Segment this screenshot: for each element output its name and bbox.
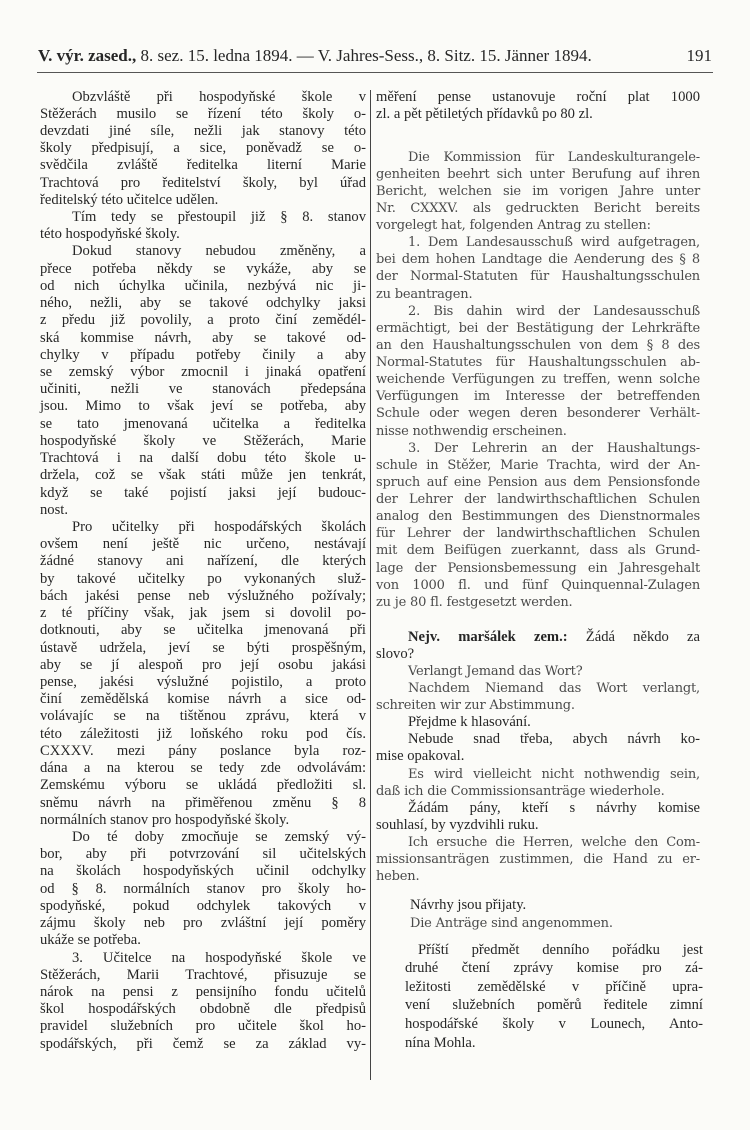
text-line: školy předpisují, a sice, poněvadž se o- xyxy=(40,140,366,157)
text-line: devzdati jiné síle, nežli jak stanovy této xyxy=(40,122,366,139)
text-line: nárok na pensi z pensijního fondu učitelů xyxy=(40,983,366,1000)
text-line: souhlasí, by vyzdvihli ruku. xyxy=(376,817,539,834)
text-line: heben. xyxy=(376,869,420,885)
text-line: činí zemědělská komise návrh a sice od- xyxy=(40,691,366,708)
text-line: spodyňské, pokud odchylek takových v xyxy=(40,897,366,914)
text-line: Přejdme k hlasování. xyxy=(408,714,531,731)
text-line: Trachtová i na další dobu této škole u- xyxy=(40,450,366,467)
text-line: weichende Verfügungen zu treffen, wenn solche xyxy=(376,372,700,388)
text-line: ovšem není ještě nic určeno, nestávají xyxy=(40,536,366,553)
text-line: aby se jí alespoň pro její osobu jakási xyxy=(40,656,366,673)
header-rule xyxy=(37,72,713,73)
text-line: Es wird vielleicht nicht nothwendig sein, xyxy=(408,766,700,782)
text-line: Normal-Statutes für Haushaltungsschulen ab- xyxy=(376,355,700,371)
text-line: se zemský výbor zmocnil i jinaká opatření xyxy=(40,364,366,381)
text-line: Bericht, welchen sie im vorigen Jahre unter xyxy=(376,183,700,199)
text-line: z předu již povolily, a proto činí zemědél- xyxy=(40,312,366,329)
text-line: zájmu školy neb pro zvláštní její poměry xyxy=(40,915,366,932)
text-line: se tato jmenovaná učitelka a ředitelka xyxy=(40,415,366,432)
text-line: volávajíc se na tištěnou zprávu, která v xyxy=(40,708,366,725)
column-divider xyxy=(370,90,371,1080)
text-line: bách jakési pense neb výslužného požívaly; xyxy=(40,587,366,604)
text-line: pense, jakési výslužné pojistilo, a proto xyxy=(40,673,366,690)
text-line: měření pense ustanovuje roční plat 1000 xyxy=(376,88,700,105)
text-line: Návrhy jsou přijaty. xyxy=(410,896,527,913)
text-line: hospodyňské školy ve Stěžerách, Marie xyxy=(40,432,366,449)
text-line: škol hospodářských obdobně dle předpisů xyxy=(40,1001,366,1018)
text-line: Nachdem Niemand das Wort verlangt, xyxy=(408,680,700,696)
text-line: dána a na kterou se tedy zde odvolávám: xyxy=(40,760,366,777)
text-line: Příští předmět denního pořádku jest xyxy=(418,941,703,958)
text-line: od § 8. normálních stanov pro školy ho- xyxy=(40,880,366,897)
speaker-name: Nejv. maršálek zem.: xyxy=(408,628,568,645)
text-line: Stěžerách musilo se řízení této školy o- xyxy=(40,105,366,122)
text-line: sněmu návrh na přiměřenou změnu § 8 xyxy=(40,794,366,811)
text-line: für Lehrer der landwirthschaftlichen Schulen xyxy=(376,526,700,542)
text-line: Verfügungen im Interesse der betreffenden xyxy=(376,389,700,405)
text-line: Ich ersuche die Herren, welche den Com- xyxy=(408,835,700,851)
text-line: Dokud stanovy nebudou změněny, a xyxy=(72,243,366,260)
text-line: von 1000 fl. und fünf Quinquennal-Zulagen xyxy=(376,577,700,593)
text-line: této hospodyňské školy. xyxy=(40,226,180,243)
text-line: mit dem Beifügen zuerkannt, dass als Grund- xyxy=(376,543,700,559)
text-line: Zemskému výboru se ukládá předložiti sl. xyxy=(40,777,366,794)
text-line: daß ich die Commissionsanträge wiederhole. xyxy=(376,783,665,799)
text-line: normálních stanov pro hospodyňské školy. xyxy=(40,811,290,828)
text-line: z té příčiny však, jak jsem si dovolil po- xyxy=(40,605,366,622)
text-line: Žádám pány, kteří s návrhy komise xyxy=(408,799,700,816)
text-line: 2. Bis dahin wird der Landesausschuß xyxy=(408,303,700,319)
text-line: této záležitosti již loňského roku pod čís. xyxy=(40,725,366,742)
text-line: Die Anträge sind angenommen. xyxy=(410,915,613,931)
text-line: schule in Stěžer, Marie Trachta, wird der An- xyxy=(376,457,700,473)
text-line: přece potřeba někdy se vykáže, aby se xyxy=(40,260,366,277)
text-line: druhé čtení zprávy komise pro zá- xyxy=(405,960,703,977)
text-line: nisse nothwendig erscheinen. xyxy=(376,423,567,439)
text-line: spodářských, při čemž se za základ vy- xyxy=(40,1035,366,1052)
text-line: ného, nežli, aby se takové odchylky jaksi xyxy=(40,295,366,312)
header-title xyxy=(38,44,592,68)
text-line: ermächtigt, bei der Bestätigung der Lehrkräfte xyxy=(376,320,700,336)
text-line: nína Mohla. xyxy=(405,1034,476,1051)
text-line: Verlangt Jemand das Wort? xyxy=(408,663,583,679)
text-line: nost. xyxy=(40,501,68,518)
text-line: lage der Pensionsbemessung ein Jahresgehalt xyxy=(376,560,700,576)
text-line: jsou. Mimo to však jeví se potřeba, aby xyxy=(40,398,366,415)
text-line: Die Kommission für Landeskulturangele- xyxy=(408,149,700,165)
text-line: Trachtová pro ředitelství školy, byl úřad xyxy=(40,174,366,191)
text-line: ská kommise návrh, aby se takové od- xyxy=(40,329,366,346)
text-line: Nebude snad třeba, abych návrh ko- xyxy=(408,731,700,748)
text-line: zu beantragen. xyxy=(376,286,473,302)
text-line: držela, což se však státi může jen tenkrát, xyxy=(40,467,366,484)
text-line: Tím tedy se přestoupil již § 8. stanov xyxy=(72,209,366,226)
text-line: od nich úchylka učinila, nezbývá nic ji- xyxy=(40,277,366,294)
text-line: ukáže se potřeba. xyxy=(40,932,141,949)
page-number: 191 xyxy=(686,46,712,65)
text-line: Nr. CXXXV. als gedruckten Bericht bereits xyxy=(376,200,700,216)
text-line: učiniti, nežli ve stanovách předepsána xyxy=(40,381,366,398)
text-line: chylky v případu potřeby činily a aby xyxy=(40,346,366,363)
text-line: genheiten beehrt sich unter Berufung auf ihren xyxy=(376,166,700,182)
text-line: Nejv. maršálek zem.: Žádá někdo za xyxy=(408,628,700,645)
text-line: hospodářské školy v Lounech, Anto- xyxy=(405,1015,703,1032)
header-title-bold: V. výr. zased., xyxy=(38,46,137,65)
text-line: Stěžerách, Marii Trachtové, přisuzuje se xyxy=(40,966,366,983)
text-line: der Normal-Statuten für Haushaltungsschulen xyxy=(376,269,700,285)
text-line: vení služebních poměrů ředitele zimní xyxy=(405,997,703,1014)
text-line: spruch auf eine Pension aus dem Pensionsfonde xyxy=(376,474,700,490)
text-line: Schule oder wegen deren besonderer Verhält- xyxy=(376,406,700,422)
text-line: 3. Der Lehrerin an der Haushaltungs- xyxy=(408,440,700,456)
text-line: 1. Dem Landesausschuß wird aufgetragen, xyxy=(408,235,700,251)
text-line: když se také pojistí jaksi její budouc- xyxy=(40,484,366,501)
text-line: der Lehrer der landwirthschaftlichen Schulen xyxy=(376,492,700,508)
text-line: CXXXV. mezi pány poslance byla roz- xyxy=(40,742,366,759)
text-line: slovo? xyxy=(376,645,415,662)
text-line: vorgelegt hat, folgenden Antrag zu stellen: xyxy=(376,218,651,234)
text-line: zl. a pět pětiletých přídavků po 80 zl. xyxy=(376,105,593,122)
running-header xyxy=(38,44,712,68)
text-line: svědčila zvláště ředitelka literní Marie xyxy=(40,157,366,174)
text-line: ležitosti zemědělské v příčině upra- xyxy=(405,978,703,995)
text-line: Pro učitelky při hospodářských školách xyxy=(72,519,366,535)
text-line: missionsanträgen zustimmen, die Hand zu er- xyxy=(376,852,700,868)
text-line: 3. Učitelce na hospodyňské škole ve xyxy=(72,949,366,966)
text-line: an den Haushaltungsschulen von dem § 8 des xyxy=(376,337,700,353)
text-line: bei dem hohen Landtage die Aenderung des § 8 xyxy=(376,252,700,268)
text-line: ústavě udržela, jeví se býti prospěšným, xyxy=(40,639,366,656)
text-line: mise opakoval. xyxy=(376,748,465,765)
text-line: analog den Bestimmungen des Dienstnormales xyxy=(376,509,700,525)
text-line: dotknouti, aby se učitelka jmenovaná při xyxy=(40,622,366,639)
text-line: by takové učitelky po vykonaných služ- xyxy=(40,570,366,587)
text-line: zu je 80 fl. festgesetzt werden. xyxy=(376,594,573,610)
text-line: schreiten wir zur Abstimmung. xyxy=(376,698,575,714)
text-line: Obzvláště při hospodyňské škole v xyxy=(72,88,366,105)
text-line: na školách hospodyňských učinil odchylky xyxy=(40,863,366,880)
header-title-rest: 8. sez. 15. ledna 1894. — V. Jahres-Sess., 8. Sitz. 15. Jänner 1894. xyxy=(136,46,592,65)
text-line: žádné stanovy ani nařízení, dle kterých xyxy=(40,553,366,570)
text-line: bor, aby při potvrzování sil učitelských xyxy=(40,846,366,863)
text-line: ředitelský této učitelce udělen. xyxy=(40,191,219,208)
text-line: pravidel služebních pro učitele škol ho- xyxy=(40,1018,366,1035)
text-line: Do té doby zmocňuje se zemský vý- xyxy=(72,828,366,845)
